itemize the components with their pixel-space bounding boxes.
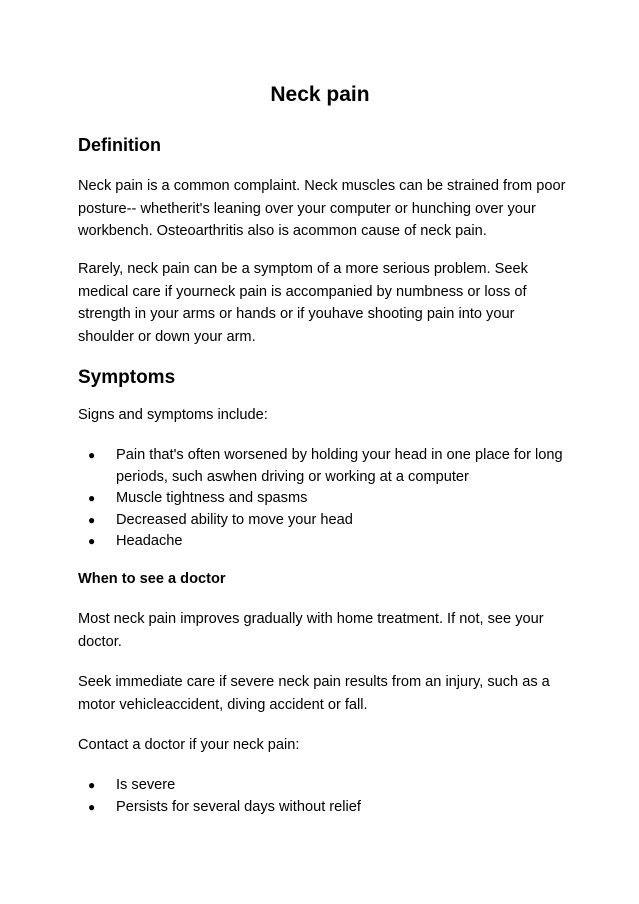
symptoms-heading: Symptoms: [78, 367, 176, 388]
list-item: [78, 775, 568, 797]
list-item: [78, 488, 568, 510]
bullet-icon: ●: [88, 448, 96, 462]
list-item-text: Muscle tightness and spasms: [116, 490, 308, 506]
bullet-icon: ●: [88, 534, 96, 548]
bullet-icon: ●: [88, 491, 96, 505]
list-item: [78, 445, 568, 488]
doctor-list: [78, 775, 568, 818]
list-item-text: Pain that's often worsened by holding your head in one place for long periods, such aswhen driving or working at a computer: [116, 447, 563, 485]
list-item: [78, 797, 568, 819]
list-item-text: Is severe: [116, 777, 176, 793]
symptoms-list: [78, 445, 568, 553]
doctor-paragraph-3: Contact a doctor if your neck pain:: [78, 737, 300, 753]
page-title: Neck pain: [270, 83, 370, 106]
definition-heading: Definition: [78, 135, 161, 155]
list-item: [78, 510, 568, 532]
list-item-text: Headache: [116, 533, 183, 549]
doctor-heading: When to see a doctor: [78, 571, 226, 587]
definition-paragraph-2: Rarely, neck pain can be a symptom of a more serious problem. Seek medical care if yourneck pain is accompanied by numbness or loss of strength in your arms or hands or if youhave shooting pain into your shoulder or down your arm.: [78, 261, 528, 345]
bullet-icon: ●: [88, 799, 96, 814]
bullet-icon: ●: [88, 512, 96, 527]
doctor-paragraph-1: Most neck pain improves gradually with home treatment. If not, see your doctor.: [78, 611, 544, 650]
definition-paragraph-1: Neck pain is a common complaint. Neck muscles can be strained from poor posture-- whetherit's leaning over your computer or hunching over your workbench. Osteoarthritis also is acommon cause of neck pain.: [78, 178, 566, 239]
bullet-icon: ●: [88, 778, 96, 792]
doctor-paragraph-2: Seek immediate care if severe neck pain results from an injury, such as a motor vehicleaccident, diving accident or fall.: [78, 674, 550, 713]
list-item-text: Persists for several days without relief: [116, 798, 361, 815]
symptoms-intro: Signs and symptoms include:: [78, 407, 268, 423]
list-item-text: Decreased ability to move your head: [116, 511, 353, 528]
list-item: [78, 531, 568, 553]
